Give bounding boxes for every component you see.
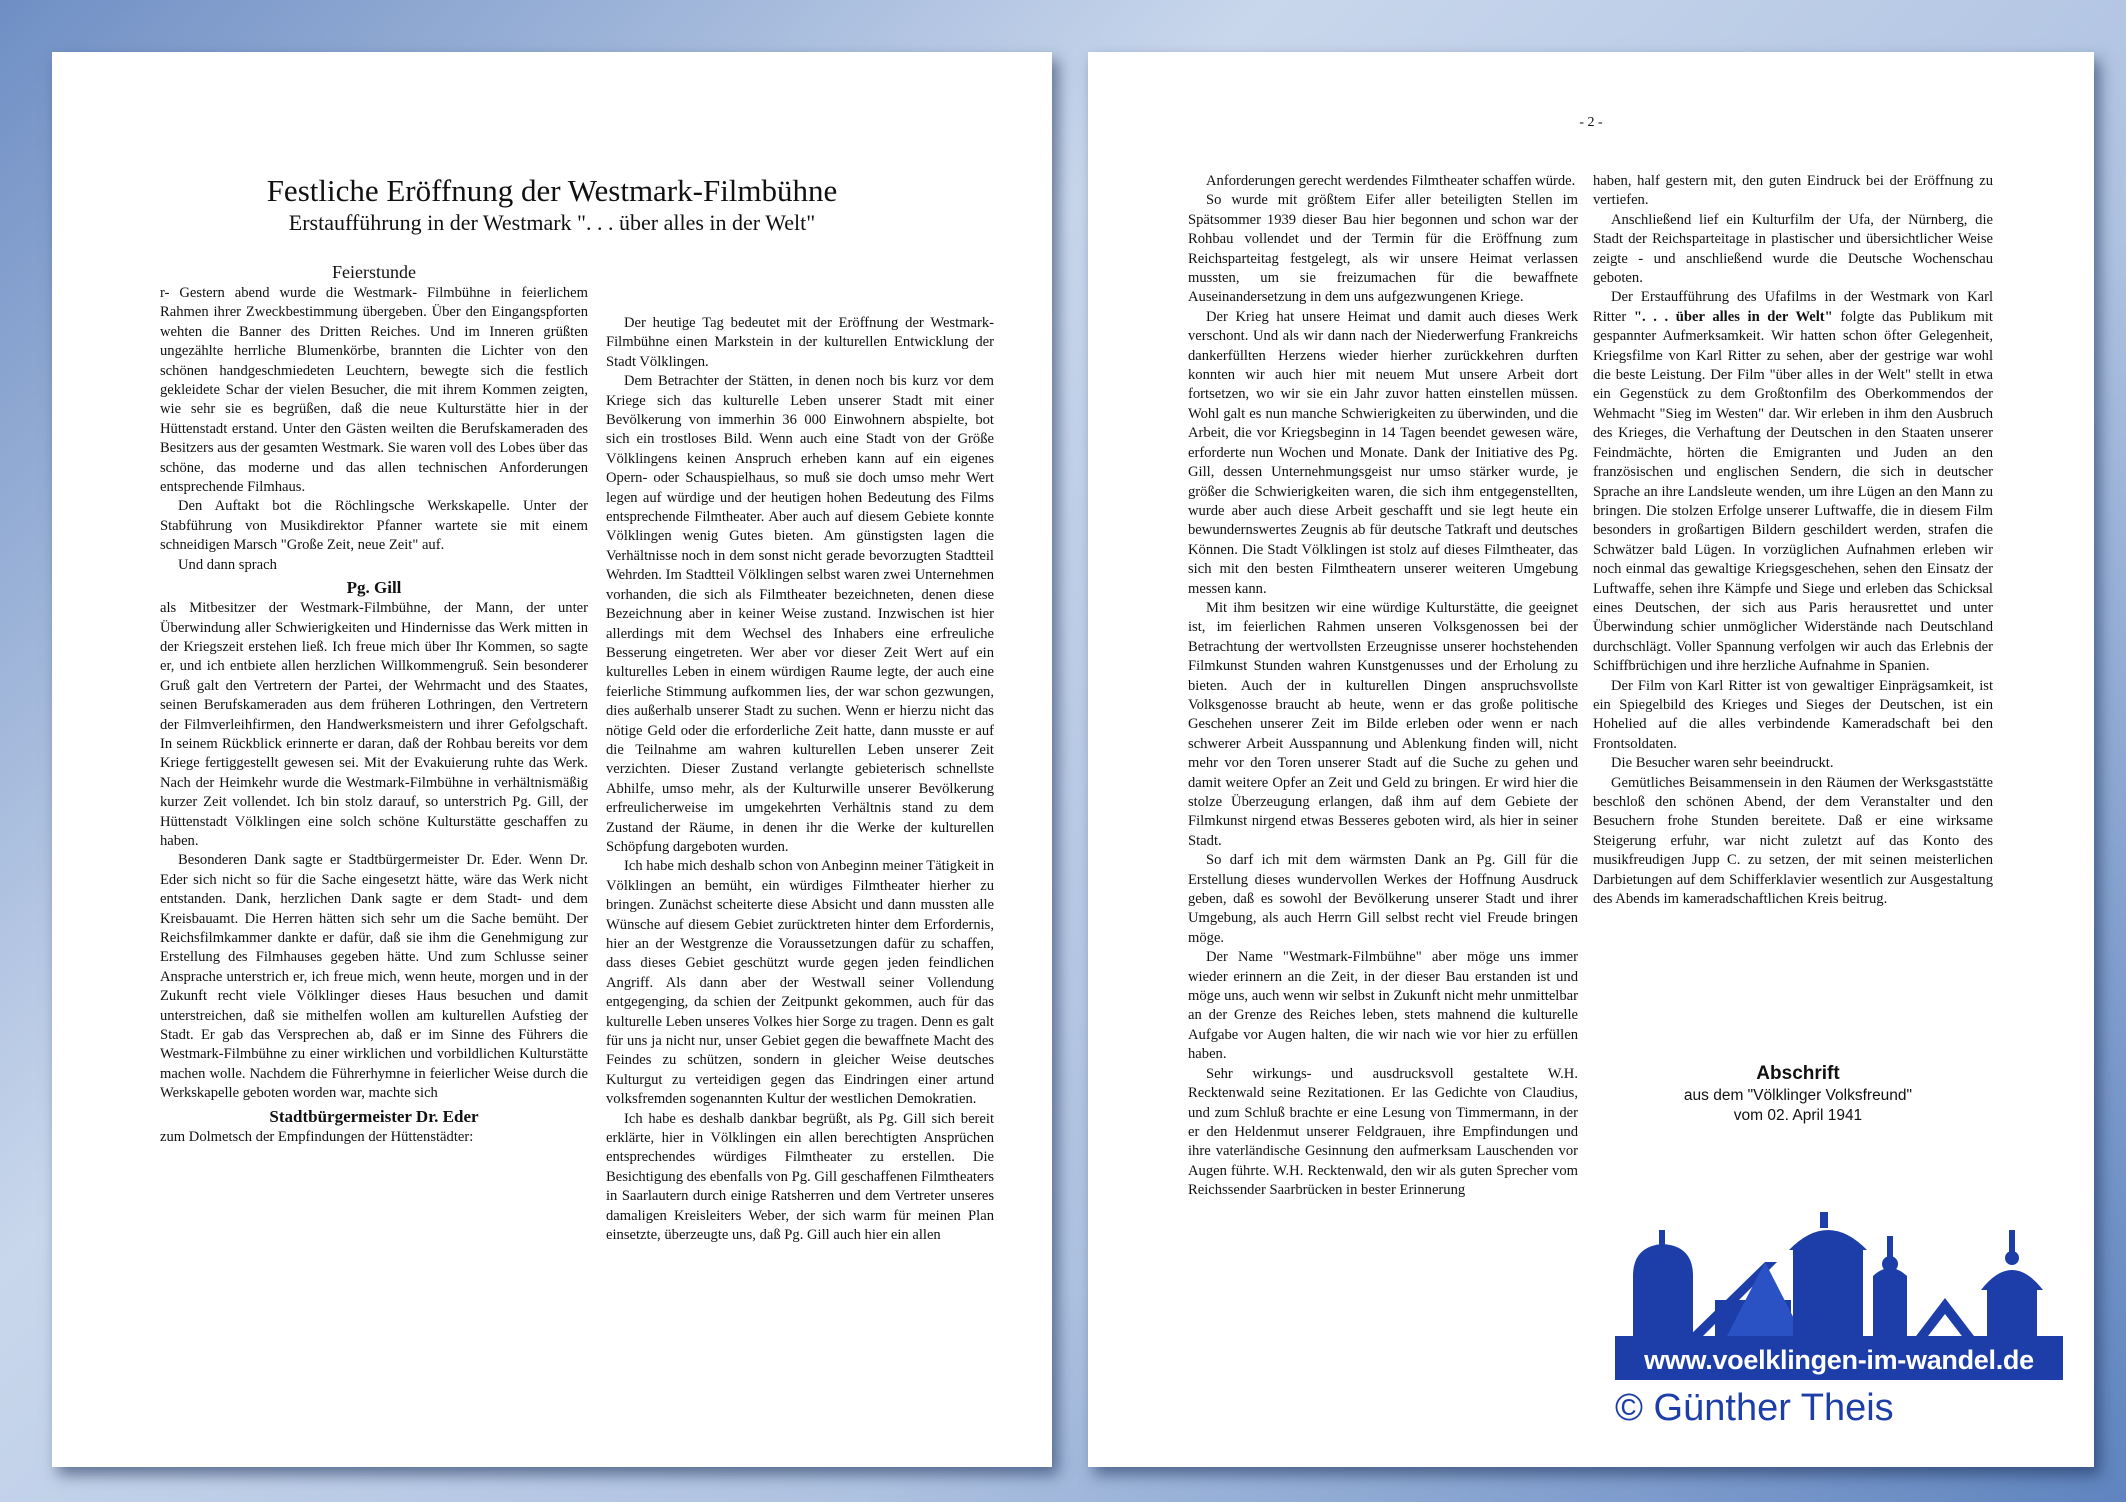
copy-note-title: Abschrift (1756, 1063, 1840, 1084)
text-run: folgte das Publikum mit gespannter Aufmerksamkeit. Wir hatten schon öfter Gelegenheit, Kriegsfilme von Karl Ritter zu sehen, aber der gestrige war wohl die beste Leistung. Der Film "über alles in der Welt" stellt in etwa ein Gegenstück zu dem Großtonfilm des Oberkommendos der Wehmacht "Sieg im Westen" dar. Wir erleben in ihm den Ausbruch des Krieges, die Verhaftung der Deutschen in den Staaten unserer Feindmächte, hörten die Emigranten und Juden an den französischen und englischen Sendern, die sich in deutscher Sprache an ihre Landsleute wenden, um ihre Lügen an den Mann zu bringen. Die stolzen Erfolge unserer Luftwaffe, die in diesem Film besonders in großartigen Bildern geschildert werden, strafen die Schwätzer bald Lügen. In vorzüglichen Aufnahmen erleben wir noch einmal das gewaltige Kriegsgeschehen, sehen den Einsatz der Luftwaffe, sehen ihre Kämpfe und Siege und erleben das Schicksal eines Deutschen, der sich aus Paris herausrettet und unter Überwindung schier unmöglicher Widerstände nach Deutschland durchschlägt. Voller Spannung verfolgen wir auch das Erlebnis der Schiffbrüchigen und ihre herzliche Aufnahme in Spanien. (1593, 308, 1993, 675)
paragraph: Der Krieg hat unsere Heimat und damit auch dieses Werk verschont. Und als wir dann nach der Niederwerfung Frankreichs dankerfüllten Herzens wieder hierher zurückkehren durften konnten wir auch hier mit neuem Mut unsere Arbeit dort fortsetzen, wo wir sie ein Jahr zuvor hatten einstellen müssen. Wohl galt es nun manche Schwierigkeiten zu überwinden, und die Arbeit, die vor Kriegsbeginn in 14 Tagen beendet gewesen wäre, erforderte nun Wochen und Monate. Dank der Initiative des Pg. Gill, dessen Unternehmungsgeist nur umso stärker wurde, je größer die Schwierigkeiten waren, die sich ihm entgegenstellten, wurde aber auch diese Arbeit geschafft und sie legt heute ein bewundernswertes Zeugnis ab für deutsche Tatkraft und deutsches Können. Die Stadt Völklingen ist stolz auf dieses Filmtheater, das sich mit den besten Filmtheatern unserer weiteren Umgebung messen kann. (1188, 308, 1578, 597)
copy-note-date: vom 02. April 1941 (1733, 1107, 1863, 1124)
copy-note (1588, 1062, 2008, 1126)
paragraph: Sehr wirkungs- und ausdrucksvoll gestaltete W.H. Recktenwald seine Rezitationen. Er las Gedichte von Claudius, und zum Schluß brachte er eine Lesung von Timmermann, in der er den Heldenmut unserer Feldgrauen, ihre Empfindungen und ihre vaterländische Gesinnung den aufmerksam Lauschenden vor Augen führte. W.H. Recktenwald, den wir als guten Sprecher vom Reichssender Saarbrücken in bester Erinnerung (1188, 1065, 1578, 1199)
copyright-notice: © Günther Theis (1615, 1387, 1894, 1429)
paragraph: als Mitbesitzer der Westmark-Filmbühne, der Mann, der unter Überwindung aller Schwierigkeiten und Hindernisse das Werk mitten in der Kriegszeit erstehen ließ. Ich freue mich über Ihr Kommen, so sagte er, und ich entbiete allen herzlichen Willkommengruß. Sein besonderer Gruß galt den Vertretern der Partei, der Wehrmacht und des Staates, seinen Berufskameraden aus dem früheren Lothringen, den Vertretern der Filmverleihfirmen, den Handwerksmeistern und ihrer Gefolgschaft. In seinem Rückblick erinnerte er daran, daß der Rohbau bereits vor dem Kriege fertiggestellt gewesen sei. Mit der Evakuierung ruhte das Werk. Nach der Heimkehr wurde die Westmark-Filmbühne in verhältnismäßig kurzer Zeit vollendet. Ich bin stolz darauf, so unterstrich Pg. Gill, der Hüttenstadt Völklingen eine solch schöne Kulturstätte geschaffen zu haben. (160, 600, 588, 849)
paragraph: Den Auftakt bot die Röchlingsche Werkskapelle. Unter der Stabführung von Musikdirektor Pfanner wartete sie mit einem schneidigen Marsch "Große Zeit, neue Zeit" auf. (160, 498, 588, 554)
document-page-1 (52, 52, 1052, 1467)
website-url[interactable]: www.voelklingen-im-wandel.de (1615, 1340, 2063, 1380)
paragraph: Ich habe mich deshalb schon von Anbeginn meiner Tätigkeit in Völklingen an bemüht, ein würdiges Filmtheater hierher zu bringen. Zunächst scheiterte diese Absicht und dann mussten alle Wünsche auf diesem Gebiet zurücktreten hinter dem Erfordernis, hier an der Westgrenze die Voraussetzungen dafür zu schaffen, dass dieses Gebiet geschützt wurde gegen jeden feindlichen Angriff. Als dann aber der Westwall seiner Vollendung entgegenging, da schien der Zeitpunkt gekommen, auch für das kulturelle Leben unseres Volkes hier Sorge zu tragen. Denn es galt für uns ja nicht nur, unser Gebiet gegen die bewaffnete Macht des Feindes zu schützen, sondern in gleicher Weise deutsches Kulturgut zu verteidigen gegen das Eindringen einer artund volksfremden sogenannten Kultur der westlichen Demokratien. (606, 858, 994, 1108)
speaker-heading: Pg. Gill (346, 578, 402, 598)
paragraph: Der Name "Westmark-Filmbühne" aber möge uns immer wieder erinnern an die Zeit, in der dieser Bau erstanden ist und möge uns, auch wenn wir selbst in Zukunft nicht mehr unmittelbar an der Grenze des Reiches leben, stets mahnend die kulturelle Aufgabe vor Augen halten, die wir nach wie vor hier zu erfüllen haben. (1188, 949, 1578, 1063)
document-page-2 (1088, 52, 2094, 1467)
film-title: ". . . über alles in der Welt" (1633, 308, 1833, 325)
paragraph: Anschließend lief ein Kulturfilm der Ufa, der Nürnberg, die Stadt der Reichsparteitage in plastischer und übersichtlicher Weise zeigte - und anschließend wurde die Deutsche Wochenschau geboten. (1593, 211, 1993, 287)
page1-column-1 (160, 260, 588, 1147)
paragraph: r- Gestern abend wurde die Westmark- Filmbühne in feierlichem Rahmen ihrer Zweckbestimmung übergeben. Über den Eingangspforten wehten die Banner des Dritten Reiches. Und im Inneren grüßten ungezählte herrliche Blumenkörbe, brannten die Lichter von den schönen handgeschmiedeten Leuchtern, bewegte sich die festlich gekleidete Schar der vielen Besucher, die mit ihrem Kommen zeigten, wie sehr sie es begrüßen, daß die neue Kulturstätte hier in der Hüttenstadt erstand. Unter den Gästen weilten die Berufskameraden des Besitzers aus der gesamten Westmark. Sie waren voll des Lobes über das schöne, das moderne und das allen technischen Anforderungen entsprechende Filmhaus. (160, 285, 588, 496)
article-subheadline: Erstaufführung in der Westmark ". . . über alles in der Welt" (288, 210, 816, 235)
paragraph: Und dann sprach (178, 556, 277, 573)
paragraph (1593, 288, 1993, 676)
page2-column-2 (1593, 172, 1993, 909)
paragraph: Gemütliches Beisammensein in den Räumen der Werksgaststätte beschloß den schönen Abend, der dem Veranstalter und den Besuchern frohe Stunden bereitete. Daß er eine wirksame Steigerung erfuhr, war nicht zuletzt auf das Konto des musikfreudigen Jupp C. zu setzen, der mit seinen meisterlichen Darbietungen auf dem Schifferklavier wesentlich zur Ausgestaltung des Abends im kameradschaftlichen Kreis beitrug. (1593, 774, 1993, 908)
paragraph: Anforderungen gerecht werdendes Filmtheater schaffen würde. (1206, 173, 1576, 189)
paragraph: Die Besucher waren sehr beeindruckt. (1611, 755, 1834, 772)
paragraph: Mit ihm besitzen wir eine würdige Kulturstätte, die geeignet ist, im feierlichen Rahmen unseren Volksgenossen bei der Betrachtung der wertvollsten Erzeugnisse unserer hochstehenden Filmkunst Stunden wahren Kunstgenusses und der Erholung zu bieten. Auch der in kulturellen Dingen anspruchsvollste Volksgenosse braucht ab heute, wenn er das große politische Geschehen unserer Zeit im Bilde erleben oder wenn er nach schwerer Arbeit Ausspannung und Ablenkung finden will, nicht mehr vor den Toren unserer Stadt auf die Suche zu gehen und damit weitere Opfer an Zeit und Geld zu bringen. Er wird hier die stolze Überzeugung erlangen, daß ihm auf dem Gebiete der Filmkunst nirgend etwas Besseres geboten wird, als hier in seiner Stadt. (1188, 599, 1578, 849)
page1-column-2 (606, 314, 994, 1246)
text-run: Der Erstaufführung des Ufafilms in der Westmark von Karl Ritter (1593, 289, 1993, 325)
article-headline: Festliche Eröffnung der Westmark-Filmbühne (266, 173, 838, 208)
paragraph: Der Film von Karl Ritter ist von gewaltiger Einprägsamkeit, ist ein Spiegelbild des Krieges und Sieges der Deutschen, ist ein Hohelied auf die alles verbindende Kameradschaft bei den Frontsoldaten. (1593, 677, 1993, 752)
page2-column-1 (1188, 172, 1578, 1201)
paragraph: Dem Betrachter der Stätten, in denen noch bis kurz vor dem Kriege sich das kulturelle Leben unserer Stadt mit einer Bevölkerung von immerhin 36 000 Einwohnern abspielte, bot sich ein trostloses Bild. Wenn auch eine Stadt von der Größe Völklingens keinen Anspruch erheben kann auf ein eigenes Opern- oder Schauspielhaus, so muß sie doch umso mehr Wert legen auf würdige und der heutigen hohen Bedeutung des Films entsprechende Filmtheater. Aber auch auf diesem Gebiete konnte Völklingen wenig Gutes bieten. Am günstigsten lagen die Verhältnisse noch in dem sonst nicht gerade bevorzugten Stadtteil Wehrden. Im Stadtteil Völklingen selbst waren zwei Unternehmen vorhanden, die sich als Filmtheater bezeichneten, denen diese Bezeichnung aber in keiner Weise zustand. Inzwischen ist hier allerdings mit dem Wechsel des Inhabers eine erfreuliche Besserung eingetreten. Wer aber vor dieser Zeit Wert auf ein kulturelles Leben in einem würdigen Raume legte, der auch eine feierliche Stimmung aufkommen lies, der war schon gezwungen, dies außerhalb unserer Stadt zu suchen. Wenn er hierzu nicht das nötige Geld oder die erforderliche Zeit hatte, dann musste er auf die Teilnahme am wahren kulturellen Leben unserer Zeit verzichten. Dieser Zustand verlangte gebieterisch schnellste Abhilfe, umso mehr, als der Kulturwille unserer Bevölkerung erfreulicherweise im umgekehrten Verhältnis stand zu dem Zustand der Räume, in denen ihr die Werke der kulturellen Schöpfung dargeboten wurden. (606, 373, 994, 855)
paragraph: Besonderen Dank sagte er Stadtbürgermeister Dr. Eder. Wenn Dr. Eder sich nicht so für die Sache eingesetzt hätte, wäre das Werk nicht entstanden. Dank, herzlichen Dank sagte er dem Stadt- und dem Kreisbauamt. Die Herren hätten sich sehr um die Sache bemüht. Der Reichsfilmkammer dankte er dafür, daß sie ihm die Genehmigung zur Erstellung des Filmhauses gegeben hätte. Und zum Schlusse seiner Ansprache unterstrich er, ich freue mich, wenn heute, morgen und in der Zukunft recht viele Völklinger dieses Haus besuchen und damit unterstreichen, daß sie mithelfen wollen am kulturellen Aufstieg der Stadt. Er gab das Versprechen ab, daß er im Sinne des Führers die Westmark-Filmbühne zu einer wirklichen und vorbildlichen Kulturstätte machen wolle. Nachdem die Führerhymne in feierlicher Weise durch die Werkskapelle geboten worden war, machte sich (160, 852, 588, 1102)
speaker-heading: Stadtbürgermeister Dr. Eder (269, 1106, 479, 1126)
paragraph: Ich habe es deshalb dankbar begrüßt, als Pg. Gill sich bereit erklärte, hier in Völklingen ein allen berechtigten Ansprüchen entsprechendes würdiges Filmtheater zu erstellen. Die Besichtigung des ebenfalls von Pg. Gill geschaffenen Filmtheaters in Saarlautern durch einige Ratsherren und dem Vertreter unseres damaligen Kreisleiters Weber, der sich warm für meinen Plan einsetzte, überzeugte uns, daß Pg. Gill auch hier ein allen (606, 1110, 995, 1244)
copy-note-source: aus dem "Völklinger Volksfreund" (1683, 1087, 1913, 1104)
page-number: - 2 - (1579, 115, 1603, 130)
paragraph: So darf ich mit dem wärmsten Dank an Pg. Gill für die Erstellung dieses wundervollen Werkes der Hoffnung Ausdruck geben, daß es sowohl der Bevölkerung unserer Stadt und ihrer Umgebung, als auch Herrn Gill selbst recht viel Freude bringen möge. (1188, 852, 1578, 946)
paragraph: So wurde mit größtem Eifer aller beteiligten Stellen im Spätsommer 1939 dieser Bau hier begonnen und schon war der Rohbau vollendet und der Termin für die Eröffnung zum Reichsparteitag festgelegt, als wir unsere Heimat verlassen mussten, um sie freizumachen für die bewaffnete Auseinandersetzung in dem uns aufgezwungenen Kriege. (1188, 192, 1578, 306)
section-heading: Feierstunde (332, 262, 416, 282)
paragraph: zum Dolmetsch der Empfindungen der Hüttenstädter: (160, 1128, 474, 1145)
paragraph: Der heutige Tag bedeutet mit der Eröffnung der Westmark-Filmbühne einen Markstein in der kulturellen Entwicklung der Stadt Völklingen. (606, 315, 994, 370)
paragraph: haben, half gestern mit, den guten Eindruck bei der Eröffnung zu vertiefen. (1593, 173, 1993, 209)
